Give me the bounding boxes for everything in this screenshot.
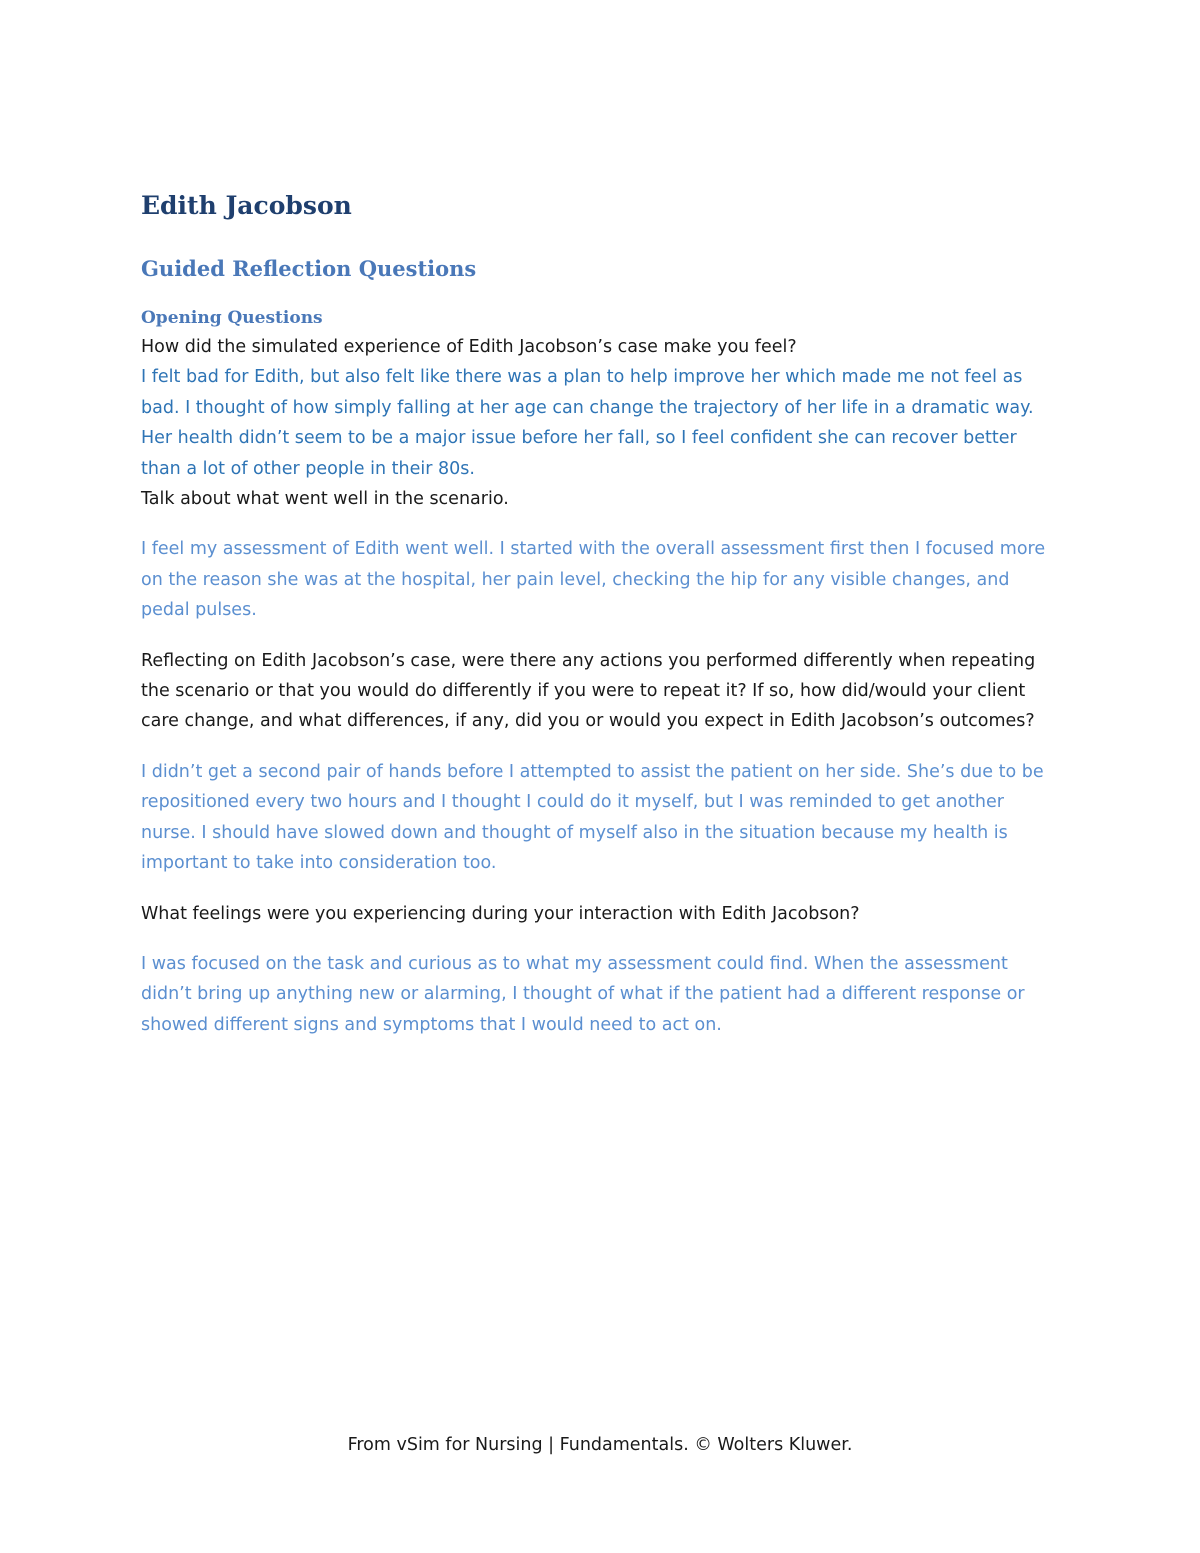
document-content (141, 188, 1061, 1040)
answer-4: I was focused on the task and curious as to what my assessment could find. When the assessment didn’t bring up anything new or alarming, I thought of what if the patient had a different response or showed different signs and symptoms that I would need to act on. (141, 953, 1025, 1035)
question-3: Reflecting on Edith Jacobson’s case, were there any actions you performed differently when repeating the scenario or that you would do differently if you were to repeat it? If so, how did/would your client care change, and what differences, if any, did you or would you expect in Edith Jacobson’s outcomes? (141, 650, 1036, 732)
question-4: What feelings were you experiencing during your interaction with Edith Jacobson? (141, 903, 860, 924)
document-title: Edith Jacobson (141, 191, 352, 220)
answer-1: I felt bad for Edith, but also felt like there was a plan to help improve her which made me not feel as bad. I thought of how simply falling at her age can change the trajectory of her life in a dramatic way. Her health didn’t seem to be a major issue before her fall, so I feel confident she can recover better than a lot of other people in their 80s. (141, 367, 1034, 479)
answer-2: I feel my assessment of Edith went well. I started with the overall assessment first then I focused more on the reason she was at the hospital, her pain level, checking the hip for any visible changes, and pedal pulses. (141, 539, 1046, 621)
document-subtitle: Guided Reflection Questions (141, 256, 477, 281)
answer-3: I didn’t get a second pair of hands before I attempted to assist the patient on her side. She’s due to be repositioned every two hours and I thought I could do it myself, but I was reminded to get another nurse. I should have slowed down and thought of myself also in the situation because my health is important to take into consideration too. (141, 761, 1044, 874)
page-footer: From vSim for Nursing | Fundamentals. © Wolters Kluwer. (347, 1435, 853, 1455)
section-heading: Opening Questions (141, 308, 323, 328)
question-1: How did the simulated experience of Edith Jacobson’s case make you feel? (141, 337, 797, 357)
question-2: Talk about what went well in the scenario. (141, 489, 509, 510)
